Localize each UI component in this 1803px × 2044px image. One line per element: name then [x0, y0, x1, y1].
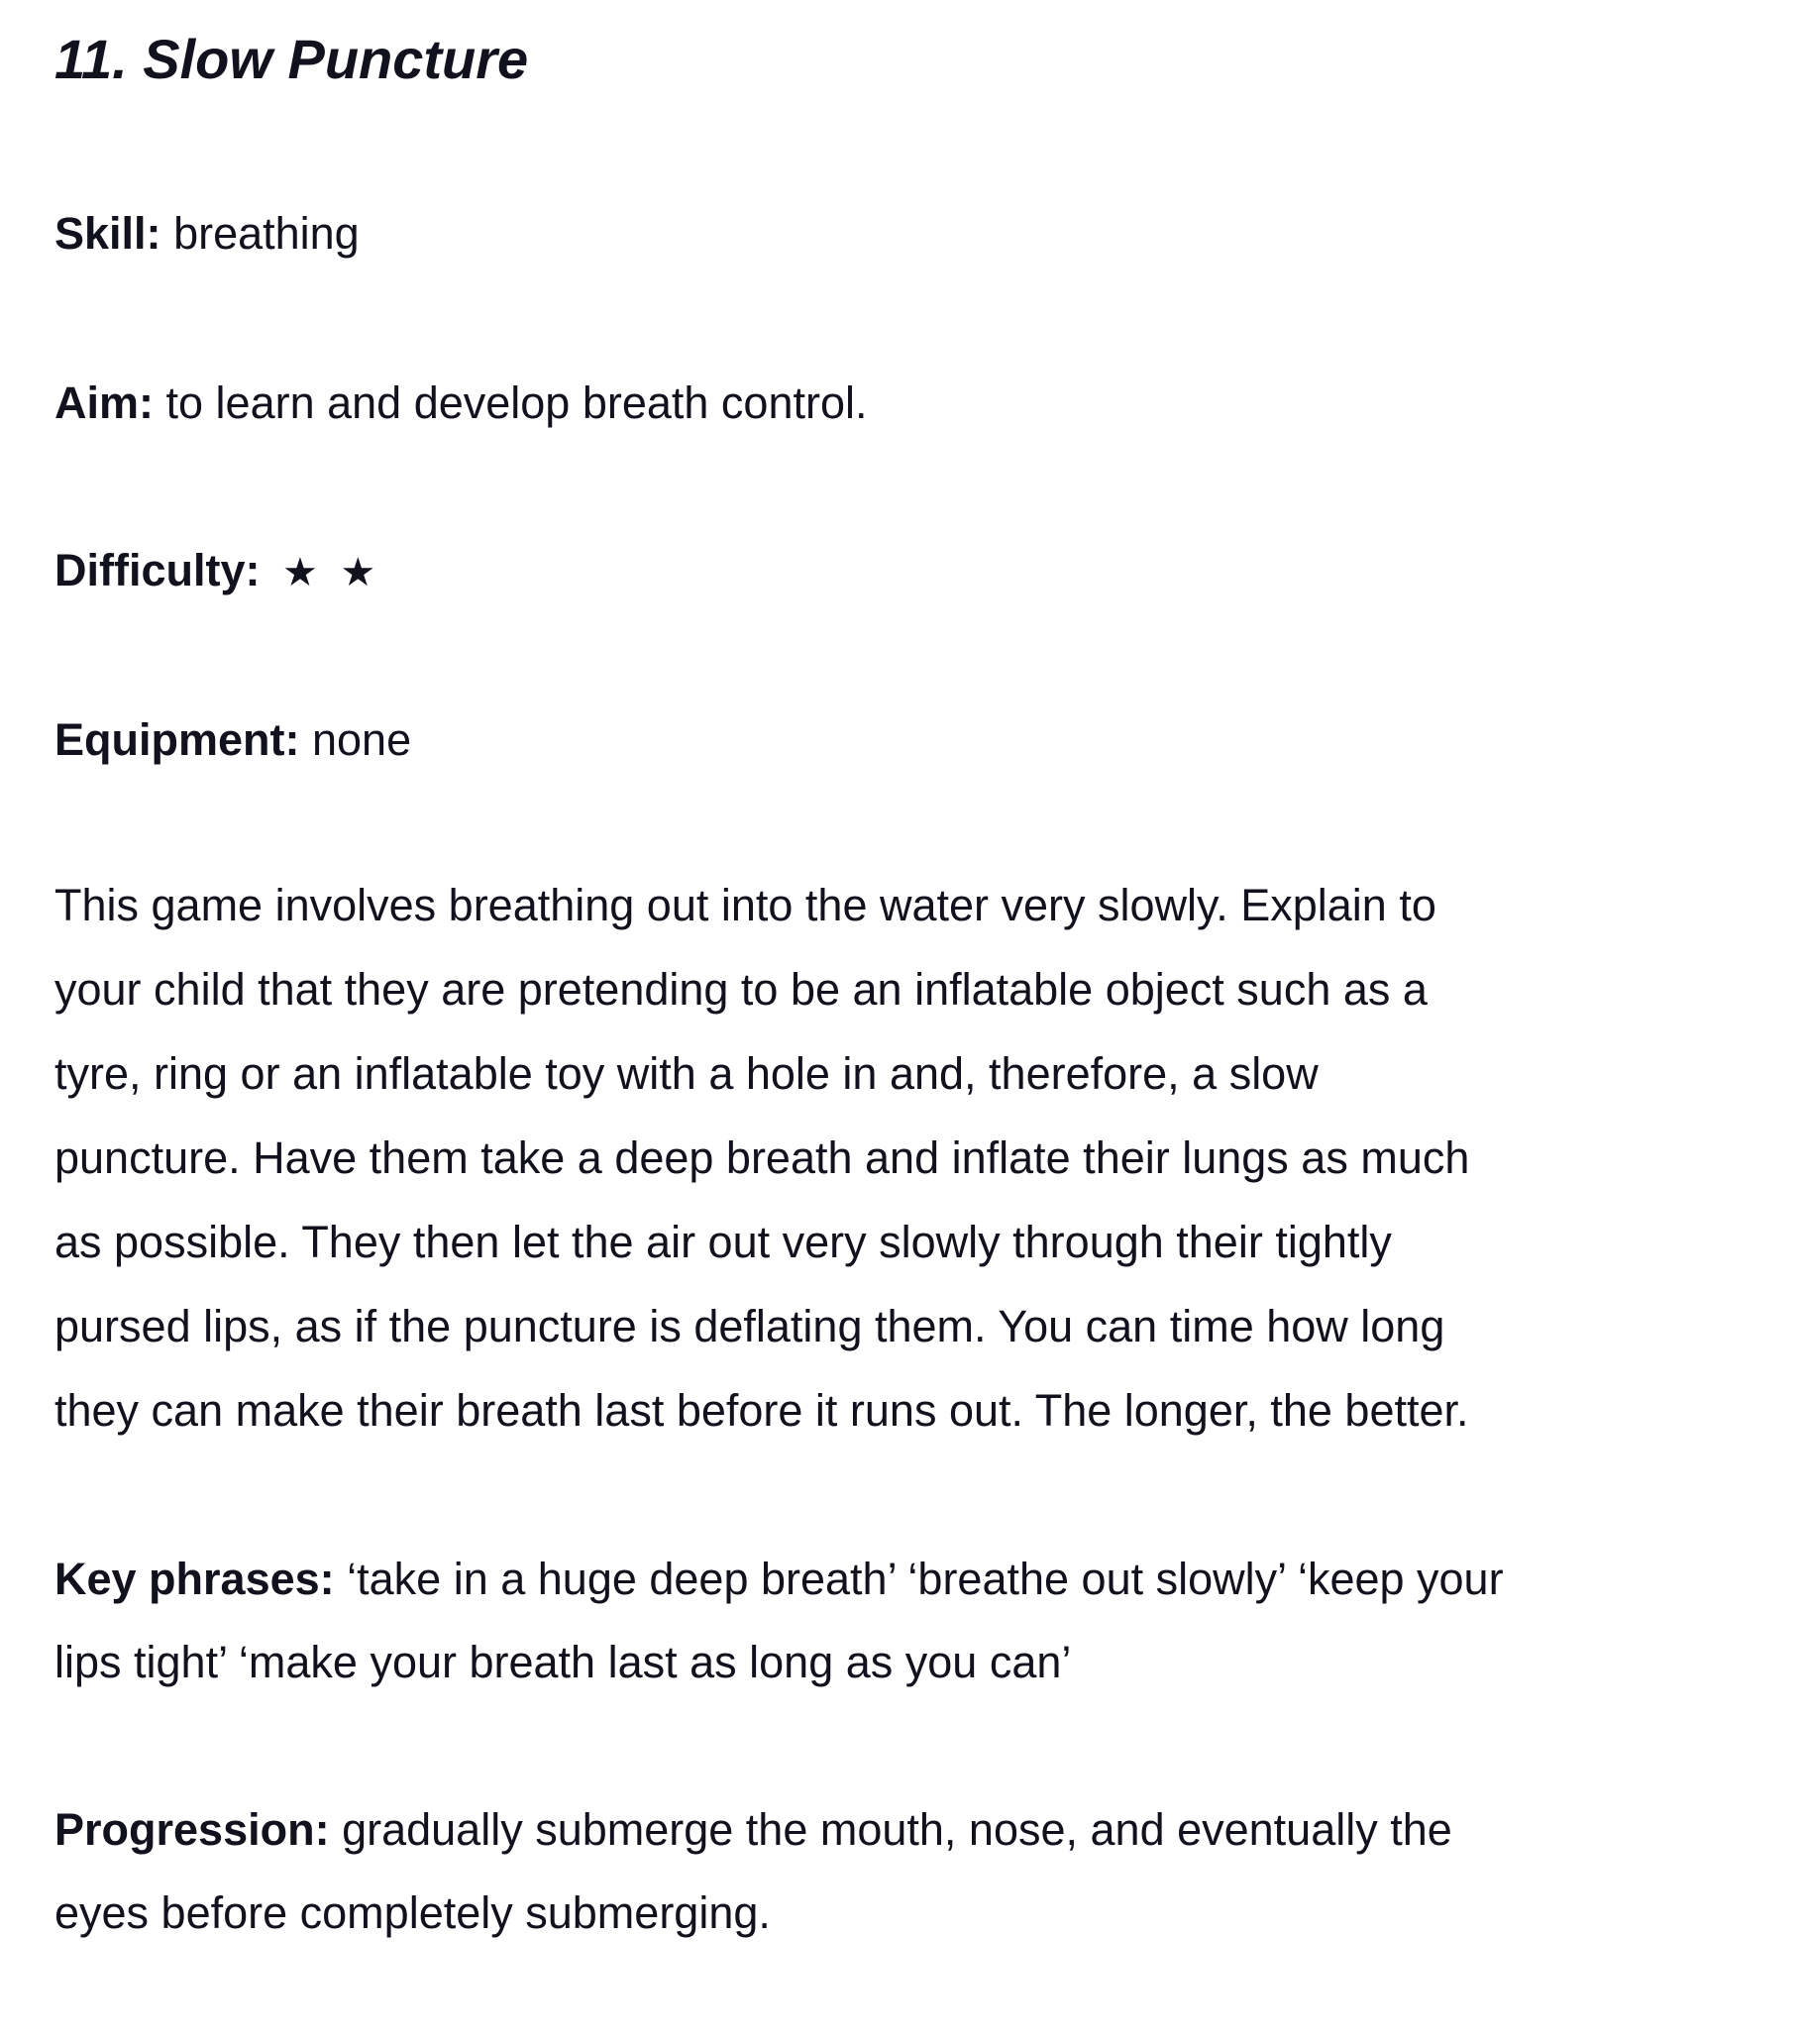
skill-row [54, 192, 360, 275]
equipment-value: none [312, 714, 412, 765]
skill-label: Skill: [54, 208, 161, 259]
key-phrases-text: lips tight’ ‘make your breath last as long as you can’ [54, 1637, 1072, 1687]
skill-value: breathing [173, 208, 360, 259]
description-line: This game involves breathing out into the water very slowly. Explain to [54, 880, 1436, 930]
description-paragraph [54, 863, 1469, 1452]
description-line: puncture. Have them take a deep breath and inflate their lungs as much [54, 1132, 1470, 1183]
aim-value: to learn and develop breath control. [165, 377, 868, 428]
difficulty-label: Difficulty: [54, 545, 261, 595]
description-line: pursed lips, as if the puncture is deflating them. You can time how long [54, 1301, 1445, 1351]
description-line: tyre, ring or an inflatable toy with a hole in and, therefore, a slow [54, 1048, 1319, 1099]
key-phrases-section [54, 1538, 1504, 1704]
page-title: 11. Slow Puncture [54, 28, 529, 90]
progression-text: eyes before completely submerging. [54, 1887, 771, 1938]
progression-section [54, 1788, 1452, 1955]
equipment-label: Equipment: [54, 714, 300, 765]
difficulty-row [54, 529, 375, 614]
key-phrases-text: ‘take in a huge deep breath’ ‘breathe out slowly’ ‘keep your [347, 1554, 1504, 1604]
description-line: they can make their breath last before it runs out. The longer, the better. [54, 1385, 1469, 1436]
star-icon: ★ [282, 551, 318, 594]
description-line: as possible. They then let the air out very slowly through their tightly [54, 1217, 1392, 1267]
aim-row [54, 362, 868, 445]
aim-label: Aim: [54, 377, 154, 428]
progression-label: Progression: [54, 1804, 330, 1855]
progression-text: gradually submerge the mouth, nose, and eventually the [342, 1804, 1452, 1855]
description-line: your child that they are pretending to be an inflatable object such as a [54, 964, 1428, 1015]
key-phrases-label: Key phrases: [54, 1554, 335, 1604]
equipment-row [54, 699, 411, 782]
star-icon: ★ [340, 551, 376, 594]
